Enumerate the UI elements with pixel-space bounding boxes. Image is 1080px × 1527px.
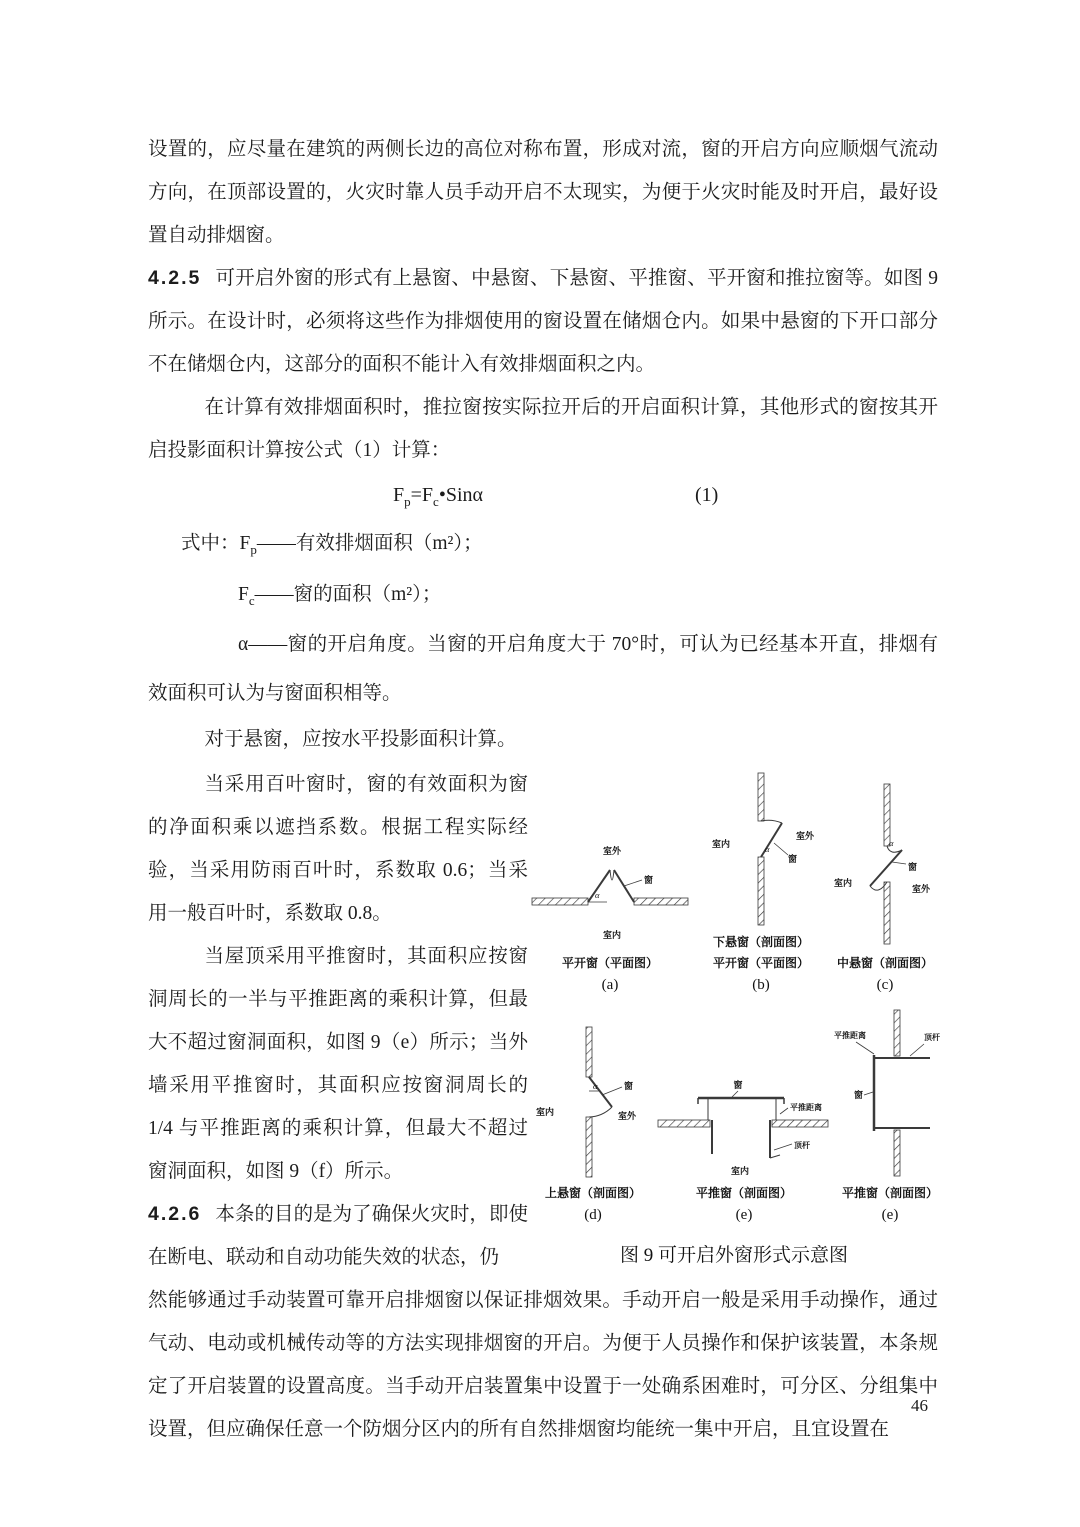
window-label: 窗 — [854, 1090, 864, 1100]
outdoor-label: 室外 — [618, 1111, 637, 1121]
section-text: 本条的目的是为了确保火灾时，即使在断电、联动和自动功能失效的状态，仍 — [148, 1204, 528, 1268]
outdoor-label: 室外 — [796, 831, 815, 841]
diagram-letter: (e) — [735, 1207, 753, 1223]
window-label: 窗 — [644, 875, 654, 885]
outdoor-label: 室外 — [602, 846, 622, 856]
left-column-text — [148, 763, 528, 1279]
diagram-c — [832, 782, 938, 994]
diagram-caption: 平推窗（剖面图） — [695, 1186, 792, 1200]
diagram-f — [832, 1008, 948, 1224]
section-4-2-6 — [148, 1193, 528, 1279]
diagram-letter: (e) — [881, 1207, 899, 1223]
paragraph-hanging-window: 对于悬窗，应按水平投影面积计算。 — [204, 729, 517, 750]
figure-caption: 图 9 可开启外窗形式示意图 — [619, 1245, 848, 1266]
bottom-hung-drawing — [702, 769, 820, 929]
diagram-e — [656, 1054, 832, 1224]
formula-expression: $F_p=F_c•Sin\alpha$ — [393, 484, 483, 509]
diagram-a — [530, 828, 690, 994]
window-label: 窗 — [788, 854, 798, 864]
alpha-label: α — [889, 838, 894, 848]
figure-row-1 — [530, 769, 938, 994]
paragraph-final: 然能够通过手动装置可靠开启排烟窗以保证排烟效果。手动开启一般是采用手动操作，通过气动、电动或机械传动等的方法实现排烟窗的开启。为便于人员操作和保护该装置，本条规定了开启装置的设置高度。当手动开启装置集中设置于一处确系困难时，可分区、分组集中设置，但应确保任意一个防烟分区内的所有自然排烟窗均能统一集中开启，且宜设置在 — [148, 1290, 938, 1440]
alpha-label: α — [593, 1081, 598, 1091]
diagram-caption: 上悬窗（剖面图） — [544, 1186, 641, 1200]
push-distance-label: 平推距离 — [834, 1031, 866, 1040]
section-number: 4.2.5 — [148, 267, 202, 289]
rod-label: 顶杆 — [924, 1033, 940, 1042]
outdoor-label: 室外 — [912, 884, 931, 894]
diagram-letter: (d) — [584, 1207, 602, 1223]
diagram-letter: (a) — [601, 977, 619, 993]
formula-1 — [148, 472, 938, 518]
window-label: 窗 — [733, 1080, 743, 1090]
indoor-label: 室内 — [712, 839, 731, 849]
casement-plan-drawing — [530, 828, 690, 950]
alpha-label: α — [765, 844, 770, 854]
window-label: 窗 — [624, 1081, 634, 1091]
diagram-caption-2: 平开窗（平面图） — [712, 956, 809, 970]
rod-label: 顶杆 — [794, 1141, 810, 1150]
diagram-caption: 平开窗（平面图） — [561, 956, 658, 970]
section-number: 4.2.6 — [148, 1203, 202, 1225]
formula-number: (1) — [694, 484, 719, 506]
diagram-letter: (b) — [752, 977, 770, 993]
push-distance-label: 平推距离 — [790, 1103, 822, 1112]
top-hung-drawing — [530, 1025, 656, 1180]
diagram-b — [702, 769, 820, 994]
diagram-caption: 下悬窗（剖面图） — [712, 935, 809, 949]
center-pivot-drawing — [832, 782, 938, 950]
diagram-letter: (c) — [876, 977, 894, 993]
push-wall-drawing — [832, 1008, 948, 1180]
diagram-caption: 平推窗（剖面图） — [841, 1186, 938, 1200]
indoor-label: 室内 — [602, 930, 622, 940]
indoor-label: 室内 — [536, 1107, 555, 1117]
diagram-d — [530, 1025, 656, 1224]
definition-alpha: α——窗的开启角度。当窗的开启角度大于 70°时，可认为已经基本开直，排烟有效面积可认为与窗面积相等。 — [148, 634, 938, 704]
paragraph-louver: 当采用百叶窗时，窗的有效面积为窗的净面积乘以遮挡系数。根据工程实际经验，当采用防雨百叶时，系数取 0.6；当采用一般百叶时，系数取 0.8。 — [148, 774, 528, 924]
indoor-label: 室内 — [834, 878, 853, 888]
diagram-caption: 中悬窗（剖面图） — [836, 956, 933, 970]
alpha-label: α — [595, 890, 600, 900]
section-text: 可开启外窗的形式有上悬窗、中悬窗、下悬窗、平推窗、平开窗和推拉窗等。如图 9 所示。在设计时，必须将这些作为排烟使用的窗设置在储烟仓内。如果中悬窗的下开口部分不在储烟仓内，这部分的面积不能计入有效排烟面积之内。 — [148, 268, 938, 375]
definition-fp: 式中：$F_p——$有效排烟面积（m²）； — [181, 533, 483, 557]
section-4-2-5 — [148, 257, 938, 386]
document-content — [148, 128, 938, 1451]
paragraph-intro: 设置的，应尽量在建筑的两侧长边的高位对称布置，形成对流，窗的开启方向应顺烟气流动方向，在顶部设置的，火灾时靠人员手动开启不太现实，为便于火灾时能及时开启，最好设置自动排烟窗。 — [148, 139, 938, 246]
paragraph-calc: 在计算有效排烟面积时，推拉窗按实际拉开后的开启面积计算，其他形式的窗按其开启投影面积计算按公式（1）计算： — [148, 397, 938, 461]
figure-row-2 — [530, 1008, 938, 1224]
push-roof-drawing — [656, 1054, 832, 1180]
indoor-label: 室内 — [730, 1166, 750, 1176]
figure-9 — [530, 763, 938, 1279]
page-number: 46 — [911, 1396, 928, 1415]
window-label: 窗 — [908, 862, 918, 872]
definition-fc: $F_c——$窗的面积（m²）； — [238, 584, 442, 608]
two-column-block — [148, 763, 938, 1279]
paragraph-push-window: 当屋顶采用平推窗时，其面积应按窗洞周长的一半与平推距离的乘积计算，但最大不超过窗洞面积，如图 9（e）所示；当外墙采用平推窗时，其面积应按窗洞周长的 1/4 与平推距离的乘积计算，但最大不超过窗洞面积，如图 9（f）所示。 — [148, 946, 528, 1182]
